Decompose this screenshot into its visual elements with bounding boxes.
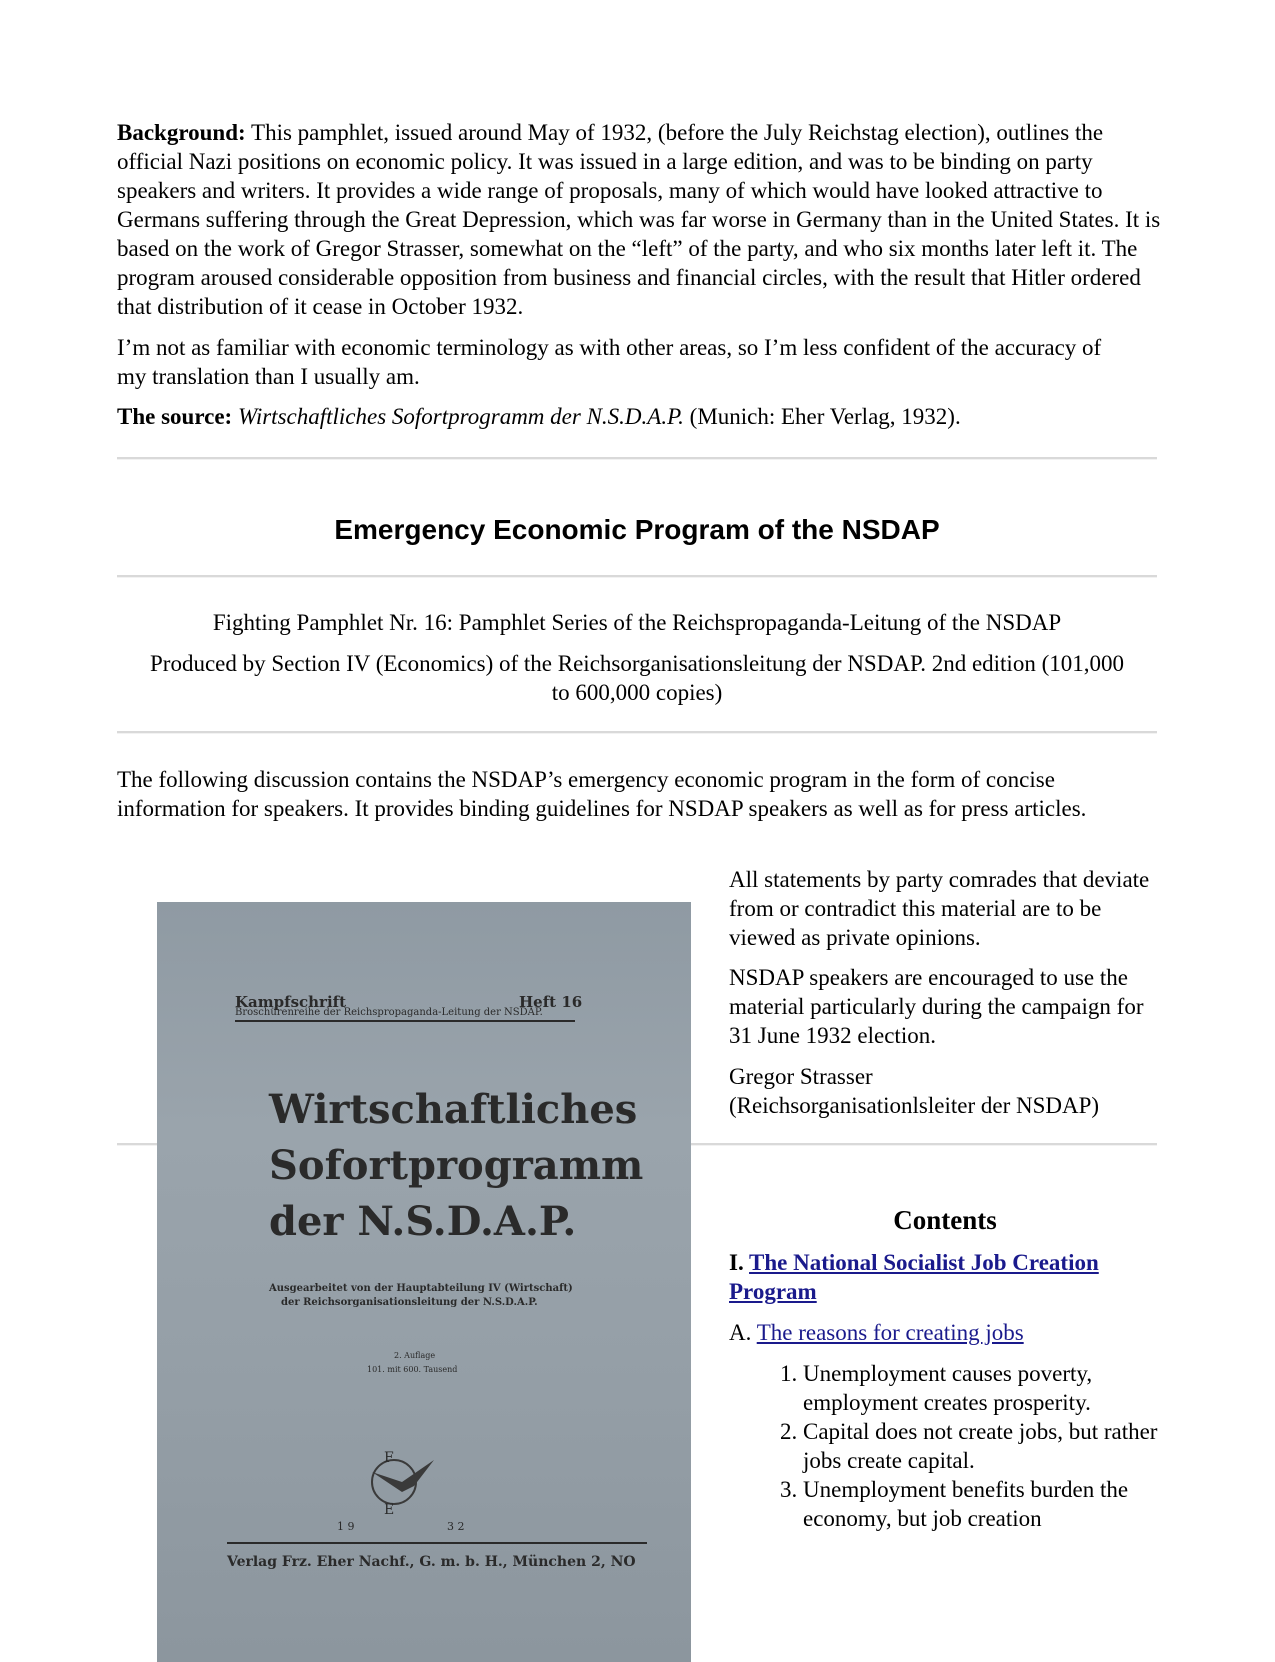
subtitle-series: Fighting Pamphlet Nr. 16: Pamphlet Series of the Reichspropaganda-Leitung of the NSDAP [212, 610, 1062, 635]
cover-title-1: Wirtschaftliches [269, 1086, 638, 1133]
source-details: (Munich: Eher Verlag, 1932). [689, 404, 961, 429]
cover-title-3: der N.S.D.A.P. [269, 1198, 577, 1245]
cover-publisher: Verlag Frz. Eher Nachf., G. m. b. H., München 2, NO [227, 1542, 647, 1577]
divider-3 [117, 731, 1157, 734]
cover-year-left: 1 9 [337, 1520, 355, 1533]
job-creation-program-link[interactable]: The National Socialist Job Creation Program [729, 1250, 1099, 1304]
divider-1 [117, 457, 1157, 460]
cover-year-right: 3 2 [447, 1520, 465, 1533]
cover-sub-1: Ausgearbeitet von der Hauptabteilung IV (Wirtschaft) [269, 1283, 573, 1294]
cover-title-2: Sofortprogramm [269, 1142, 644, 1189]
subsection-letter: A. [729, 1320, 752, 1345]
subtitle-edition: Produced by Section IV (Economics) of the Reichsorganisationsleitung der NSDAP. 2nd edition (101,000 to 600,000 copies) [150, 651, 1124, 705]
cover-edition-2: 101. mit 600. Tausend [367, 1365, 458, 1374]
contents-list [729, 1359, 1159, 1533]
signature-title: (Reichsorganisationlsleiter der NSDAP) [729, 1093, 1100, 1118]
source-label: The source: [117, 404, 233, 429]
divider-2 [117, 575, 1157, 578]
translator-note: I’m not as familiar with economic terminology as with other areas, so I’m less confident of the accuracy of my translation than I usually am. [117, 335, 1102, 389]
list-item: 3. Unemployment benefits burden the economy, but job creation [803, 1475, 1159, 1533]
reasons-for-creating-jobs-link[interactable]: The reasons for creating jobs [756, 1320, 1024, 1345]
background-label: Background: [117, 120, 246, 145]
cover-series: Kampfschrift [235, 993, 347, 1011]
cover-series-line: Broschürenreihe der Reichspropaganda-Leitung der NSDAP. [235, 1006, 575, 1022]
contents-section-1 [729, 1248, 1161, 1306]
cover-edition-1: 2. Auflage [394, 1351, 436, 1360]
list-item: 2. Capital does not create jobs, but rather jobs create capital. [803, 1417, 1159, 1475]
contents-subsection-a [729, 1318, 1161, 1347]
list-item: 1. Unemployment causes poverty, employment creates prosperity. [803, 1359, 1159, 1417]
section-number: I. [729, 1250, 744, 1275]
background-text: This pamphlet, issued around May of 1932, (before the July Reichstag election), outlines the official Nazi positions on economic policy. It was issued in a large edition, and was to be binding on party speakers and writers. It provides a wide range of proposals, many of which would have looked attractive to Germans suffering through the Great Depression, which was far worse in Germany than in the United States. It is based on the work of Gregor Strasser, somewhat on the “left” of the party, and who six months later left it. The program aroused considerable opposition from business and financial circles, with the result that Hitler ordered that distribution of it cease in October 1932. [117, 120, 1161, 319]
intro-paragraph: The following discussion contains the NSDAP’s emergency economic program in the form of concise information for speakers. It provides binding guidelines for NSDAP speakers as well as for press articles. [117, 767, 1087, 821]
svg-text:F: F [384, 1450, 394, 1466]
page-title: Emergency Economic Program of the NSDAP [334, 514, 940, 545]
source-line [117, 402, 1162, 431]
cover-sub-2: der Reichsorganisationsleitung der N.S.D.A.P. [281, 1297, 538, 1308]
background-paragraph [117, 118, 1162, 321]
contents-heading: Contents [893, 1205, 997, 1235]
statements-paragraph: All statements by party comrades that deviate from or contradict this material are to be viewed as private opinions. [729, 867, 1150, 950]
pamphlet-cover-image [157, 902, 691, 1662]
source-title: Wirtschaftliches Sofortprogramm der N.S.D.A.P. [237, 404, 684, 429]
svg-text:E: E [384, 1502, 395, 1518]
signature [729, 1062, 1161, 1120]
speakers-paragraph: NSDAP speakers are encouraged to use the material particularly during the campaign for 31 June 1932 election. [729, 965, 1144, 1048]
signature-name: Gregor Strasser [729, 1064, 873, 1089]
eagle-emblem-icon [362, 1442, 442, 1522]
cover-heft: Heft 16 [519, 993, 583, 1011]
